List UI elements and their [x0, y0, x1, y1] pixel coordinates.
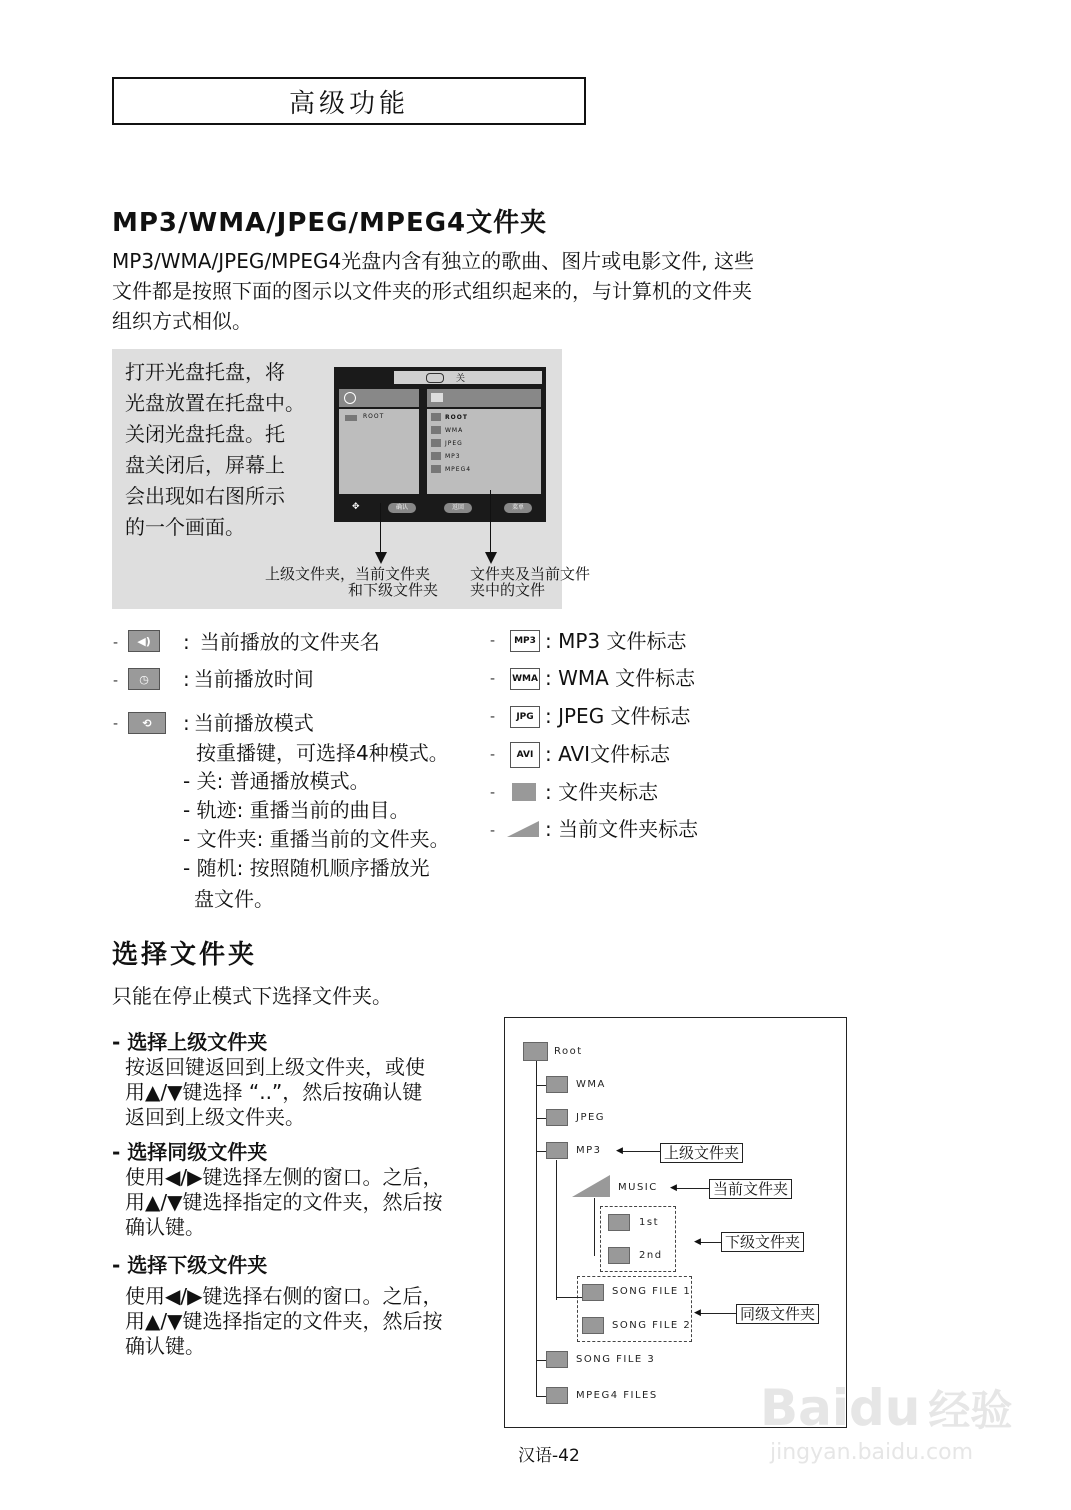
select-line: 按返回键返回到上级文件夹，或使 [125, 1055, 425, 1079]
pointer-arrow-icon: ◀ [694, 1308, 701, 1318]
watermark-url: jingyan.baidu.com [770, 1440, 974, 1465]
arrow-head-right [485, 552, 497, 564]
caption-left-1: 上级文件夹，当前文件夹 [265, 565, 431, 583]
pointer-line [700, 1313, 736, 1314]
mode-detail: 盘文件。 [194, 887, 274, 911]
folder-icon [431, 426, 441, 434]
tag-current-folder: 当前文件夹 [709, 1179, 792, 1199]
panel-line: 关闭光盘托盘。托 [125, 422, 285, 446]
pointer-line [676, 1188, 709, 1189]
tree-node: SONG FILE 3 [576, 1354, 656, 1365]
folder-icon [546, 1351, 568, 1368]
pointer-arrow-icon: ◀ [616, 1146, 623, 1156]
watermark-text: 经验 [928, 1386, 1013, 1435]
tree-node: MPEG4 FILES [576, 1390, 658, 1401]
bullet: - [113, 635, 119, 651]
tree-node: MP3 [576, 1145, 602, 1156]
mode-bar [394, 371, 542, 384]
legend-play-time: : 当前播放时间 [183, 667, 314, 691]
pointer-arrow-icon: ◀ [670, 1183, 677, 1193]
jpeg-file-icon: JPG [510, 706, 540, 728]
legend-label: 当前播放的文件夹名 [199, 630, 380, 654]
legend-label: 当前播放时间 [193, 667, 314, 691]
mode-value: 关 [456, 374, 466, 384]
folder-icon [431, 465, 441, 473]
mode-detail: - 随机: 按照随机顺序播放光 [183, 856, 430, 880]
watermark-logo [760, 1378, 1012, 1438]
folder-open-icon [507, 821, 539, 837]
caption-left-2: 和下级文件夹 [348, 581, 439, 599]
tree-connector [556, 1297, 582, 1298]
tag-same-level-folder: 同级文件夹 [736, 1304, 819, 1324]
select-line: 确认键。 [125, 1215, 205, 1239]
select-line: 使用◀/▶键选择右侧的窗口。之后， [125, 1284, 443, 1308]
nav-arrows-icon: ✥ [352, 502, 360, 512]
pointer-line [700, 1242, 721, 1243]
right-pane-item: MP3 [445, 453, 461, 460]
select-title: - 选择同级文件夹 [112, 1140, 268, 1164]
mode-detail: - 关: 普通播放模式。 [183, 769, 370, 793]
mode-detail: - 轨迹: 重播当前的曲目。 [183, 798, 410, 822]
legend-play-mode: : 当前播放模式 [183, 711, 314, 735]
folder-icon [431, 452, 441, 460]
right-pane-item: JPEG [445, 440, 463, 447]
section-title: 高级功能 [112, 77, 586, 125]
tree-connector [536, 1085, 546, 1086]
legend-folder-name: : 当前播放的文件夹名 [183, 630, 380, 654]
legend-folder: : 文件夹标志 [545, 780, 659, 804]
folder-name-bar [427, 389, 541, 407]
watermark-text: Bai [760, 1379, 849, 1437]
page-number: 汉语-42 [518, 1446, 580, 1466]
legend-wma: : WMA 文件标志 [545, 666, 696, 690]
avi-file-icon: AVI [510, 742, 540, 768]
intro-line-1: MP3/WMA/JPEG/MPEG4光盘内含有独立的歌曲、图片或电影文件, 这些 [112, 249, 754, 273]
return-button: 返回 [444, 503, 472, 513]
select-title: - 选择上级文件夹 [112, 1030, 268, 1054]
menu-button: 菜单 [504, 503, 532, 513]
folder-icon [523, 1042, 548, 1061]
legend-jpeg: : JPEG 文件标志 [545, 704, 691, 728]
repeat-icon: ⟲ [128, 712, 166, 734]
tag-sub-folder: 下级文件夹 [721, 1232, 804, 1252]
intro-line-3: 组织方式相似。 [112, 309, 252, 333]
intro-line-2: 文件都是按照下面的图示以文件夹的形式组织起来的，与计算机的文件夹 [112, 279, 752, 303]
select-line: 用▲/▼键选择指定的文件夹，然后按 [125, 1309, 443, 1333]
panel-line: 会出现如右图所示 [125, 484, 285, 508]
speaker-icon [431, 393, 443, 402]
left-pane-item: ROOT [363, 413, 385, 420]
tree-node: JPEG [576, 1112, 606, 1123]
select-line: 确认键。 [125, 1334, 205, 1358]
select-title: - 选择下级文件夹 [112, 1253, 268, 1277]
folder-icon [546, 1387, 568, 1404]
right-pane-item: WMA [445, 427, 464, 434]
tree-connector [536, 1060, 537, 1396]
ok-button: 确认 [388, 503, 416, 513]
screen-preview [334, 367, 546, 522]
panel-line: 的一个画面。 [125, 515, 245, 539]
watermark-text: du [849, 1379, 921, 1437]
tree-connector [536, 1118, 546, 1119]
bullet: - [490, 747, 496, 763]
caption-right-1: 文件夹及当前文件 [470, 565, 591, 583]
pointer-arrow-icon: ◀ [694, 1237, 701, 1247]
panel-text [125, 357, 325, 543]
select-line: 使用◀/▶键选择左侧的窗口。之后， [125, 1165, 443, 1189]
right-pane-item: MPEG4 [445, 466, 472, 473]
tree-node: 2nd [639, 1250, 663, 1261]
folder-icon [431, 439, 441, 447]
legend-current-folder: : 当前文件夹标志 [545, 817, 699, 841]
right-pane-item: ROOT [445, 414, 468, 421]
bullet: - [113, 673, 119, 689]
bullet: - [490, 709, 496, 725]
pointer-line [622, 1151, 660, 1152]
mode-detail: 按重播键，可选择4种模式。 [196, 741, 449, 765]
tree-connector [536, 1151, 546, 1152]
page-heading: MP3/WMA/JPEG/MPEG4文件夹 [112, 208, 548, 238]
folder-icon [608, 1247, 630, 1264]
bullet: - [490, 823, 496, 839]
tree-connector [536, 1396, 546, 1397]
clock-icon: ◷ [128, 668, 160, 690]
select-intro: 只能在停止模式下选择文件夹。 [112, 984, 392, 1008]
folder-open-icon [572, 1175, 610, 1197]
bullet: - [113, 716, 119, 732]
folder-icon [512, 783, 536, 801]
panel-line: 盘关闭后，屏幕上 [125, 453, 285, 477]
mode-detail: - 文件夹: 重播当前的文件夹。 [183, 827, 450, 851]
tree-connector [594, 1198, 595, 1256]
folder-icon [431, 413, 441, 421]
folder-icon [608, 1214, 630, 1231]
tag-parent-folder: 上级文件夹 [660, 1143, 743, 1163]
left-pane [339, 409, 419, 494]
wma-file-icon: WMA [510, 668, 540, 690]
tree-node: SONG FILE 1 [612, 1286, 692, 1297]
tree-node: SONG FILE 2 [612, 1320, 692, 1331]
caption-right-2: 夹中的文件 [470, 581, 546, 599]
select-line: 用▲/▼键选择指定的文件夹，然后按 [125, 1190, 443, 1214]
clock-bar [339, 389, 419, 407]
select-line: 用▲/▼键选择 “..”，然后按确认键 [125, 1080, 423, 1104]
select-heading: 选择文件夹 [112, 940, 258, 970]
right-pane [427, 409, 541, 494]
bullet: - [490, 671, 496, 687]
legend-avi: : AVI文件标志 [545, 742, 671, 766]
folder-icon [546, 1109, 568, 1126]
clock-icon [344, 392, 356, 404]
folder-icon [546, 1076, 568, 1093]
select-line: 返回到上级文件夹。 [125, 1105, 305, 1129]
tree-connector [556, 1160, 557, 1300]
tree-node: 1st [639, 1217, 659, 1228]
bullet: - [490, 785, 496, 801]
folder-open-icon [345, 415, 357, 421]
arrow-line-right [490, 490, 491, 556]
tree-node: MUSIC [618, 1182, 658, 1193]
panel-line: 打开光盘托盘，将 [125, 360, 285, 384]
mp3-file-icon: MP3 [510, 630, 540, 652]
arrow-head-left [375, 552, 387, 564]
speaker-icon: ◀) [128, 630, 160, 652]
tree-connector [536, 1360, 546, 1361]
folder-icon [582, 1284, 604, 1301]
arrow-line-left [380, 503, 381, 556]
bullet: - [490, 633, 496, 649]
legend-mp3: : MP3 文件标志 [545, 629, 687, 653]
tree-node: WMA [576, 1079, 606, 1090]
folder-icon [546, 1142, 568, 1159]
panel-line: 光盘放置在托盘中。 [125, 391, 305, 415]
folder-icon [582, 1317, 604, 1334]
legend-label: 当前播放模式 [193, 711, 314, 735]
tree-node: Root [554, 1046, 583, 1057]
repeat-icon [426, 373, 444, 383]
